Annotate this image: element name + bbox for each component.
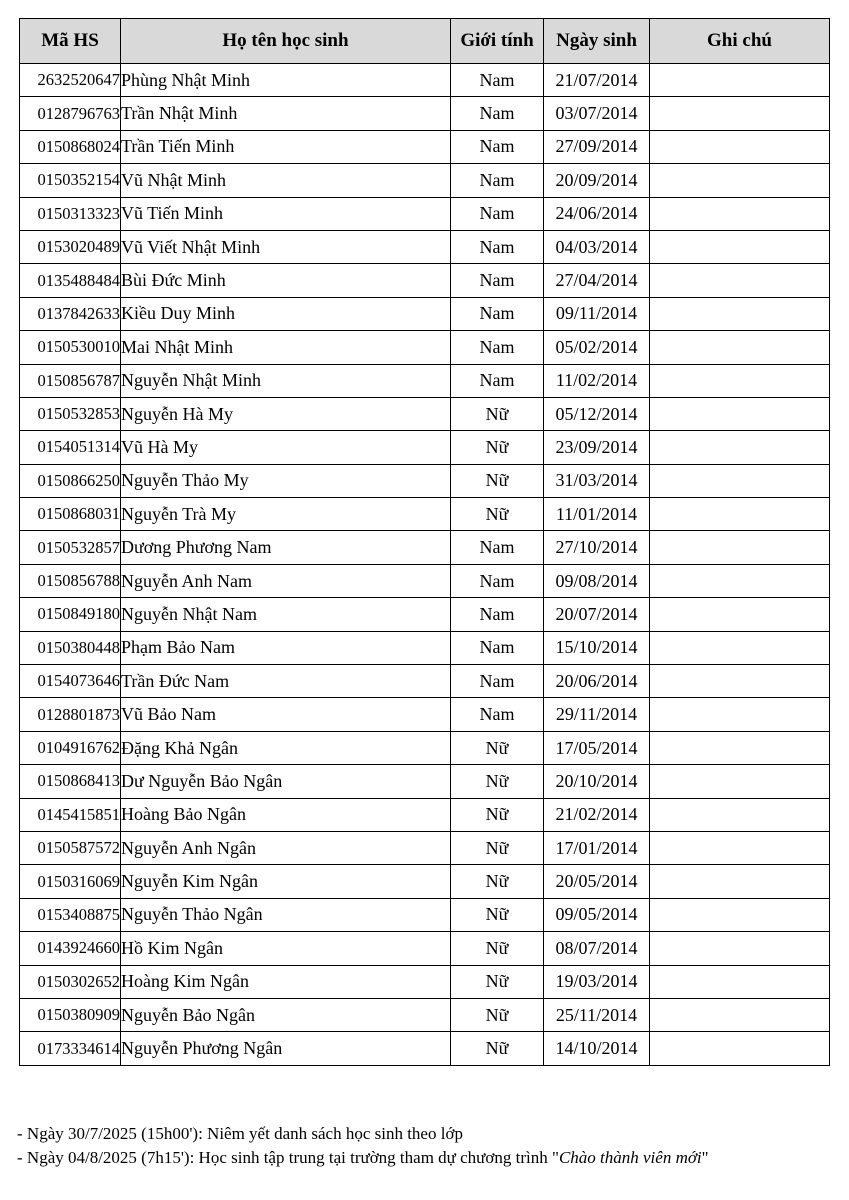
table-row [20, 164, 830, 197]
note-cell [650, 932, 830, 965]
student-name-cell: Nguyễn Anh Ngân [121, 831, 451, 864]
table-row [20, 998, 830, 1031]
date-of-birth-cell: 27/10/2014 [544, 531, 650, 564]
gender-cell: Nam [451, 564, 544, 597]
gender-cell: Nữ [451, 831, 544, 864]
student-name-cell: Nguyễn Anh Nam [121, 564, 451, 597]
student-name-cell: Dư Nguyễn Bảo Ngân [121, 765, 451, 798]
header-gender: Giới tính [451, 19, 544, 64]
student-name-cell: Bùi Đức Minh [121, 264, 451, 297]
gender-cell: Nữ [451, 932, 544, 965]
gender-cell: Nữ [451, 731, 544, 764]
table-row [20, 297, 830, 330]
student-name-cell: Vũ Hà My [121, 431, 451, 464]
student-name-cell: Vũ Bảo Nam [121, 698, 451, 731]
student-name-cell: Nguyễn Kim Ngân [121, 865, 451, 898]
student-id-cell: 0150530010 [20, 331, 121, 364]
student-id-cell: 0150856788 [20, 564, 121, 597]
note-cell [650, 164, 830, 197]
gender-cell: Nữ [451, 431, 544, 464]
student-id-cell: 0150587572 [20, 831, 121, 864]
gender-cell: Nữ [451, 498, 544, 531]
student-id-cell: 0150352154 [20, 164, 121, 197]
note-cell [650, 865, 830, 898]
note-cell [650, 464, 830, 497]
gender-cell: Nam [451, 230, 544, 263]
note-cell [650, 331, 830, 364]
gender-cell: Nam [451, 130, 544, 163]
note-cell [650, 698, 830, 731]
header-note: Ghi chú [650, 19, 830, 64]
date-of-birth-cell: 09/05/2014 [544, 898, 650, 931]
student-id-cell: 0150849180 [20, 598, 121, 631]
table-row [20, 197, 830, 230]
date-of-birth-cell: 23/09/2014 [544, 431, 650, 464]
student-id-cell: 0104916762 [20, 731, 121, 764]
gender-cell: Nữ [451, 765, 544, 798]
date-of-birth-cell: 24/06/2014 [544, 197, 650, 230]
date-of-birth-cell: 21/07/2014 [544, 64, 650, 97]
note-cell [650, 431, 830, 464]
student-id-cell: 0150866250 [20, 464, 121, 497]
table-row [20, 865, 830, 898]
student-id-cell: 0137842633 [20, 297, 121, 330]
table-row [20, 665, 830, 698]
gender-cell: Nam [451, 331, 544, 364]
table-row [20, 598, 830, 631]
note-cell [650, 998, 830, 1031]
student-name-cell: Nguyễn Nhật Nam [121, 598, 451, 631]
student-name-cell: Trần Tiến Minh [121, 130, 451, 163]
gender-cell: Nữ [451, 898, 544, 931]
student-id-cell: 0153408875 [20, 898, 121, 931]
gender-cell: Nữ [451, 865, 544, 898]
date-of-birth-cell: 11/02/2014 [544, 364, 650, 397]
student-id-cell: 0154073646 [20, 665, 121, 698]
gender-cell: Nữ [451, 397, 544, 430]
date-of-birth-cell: 19/03/2014 [544, 965, 650, 998]
date-of-birth-cell: 17/01/2014 [544, 831, 650, 864]
student-name-cell: Phạm Bảo Nam [121, 631, 451, 664]
date-of-birth-cell: 20/05/2014 [544, 865, 650, 898]
student-roster-table [19, 18, 830, 1066]
table-row [20, 97, 830, 130]
student-id-cell: 0143924660 [20, 932, 121, 965]
gender-cell: Nữ [451, 464, 544, 497]
gender-cell: Nữ [451, 965, 544, 998]
note-line-1: - Ngày 30/7/2025 (15h00'): Niêm yết danh sách học sinh theo lớp [17, 1124, 463, 1143]
note-cell [650, 64, 830, 97]
student-name-cell: Nguyễn Phương Ngân [121, 1032, 451, 1065]
note-line-2-emphasis: Chào thành viên mới [558, 1148, 702, 1167]
note-cell [650, 130, 830, 163]
student-id-cell: 0150532853 [20, 397, 121, 430]
table-row [20, 798, 830, 831]
date-of-birth-cell: 20/07/2014 [544, 598, 650, 631]
gender-cell: Nam [451, 197, 544, 230]
gender-cell: Nam [451, 665, 544, 698]
student-id-cell: 0145415851 [20, 798, 121, 831]
table-row [20, 531, 830, 564]
student-id-cell: 0150316069 [20, 865, 121, 898]
student-id-cell: 0150868031 [20, 498, 121, 531]
gender-cell: Nam [451, 64, 544, 97]
date-of-birth-cell: 20/09/2014 [544, 164, 650, 197]
date-of-birth-cell: 05/02/2014 [544, 331, 650, 364]
header-date-of-birth: Ngày sinh [544, 19, 650, 64]
date-of-birth-cell: 05/12/2014 [544, 397, 650, 430]
note-cell [650, 397, 830, 430]
gender-cell: Nam [451, 598, 544, 631]
table-body [20, 64, 830, 1066]
student-id-cell: 0135488484 [20, 264, 121, 297]
header-student-id: Mã HS [20, 19, 121, 64]
date-of-birth-cell: 20/06/2014 [544, 665, 650, 698]
note-cell [650, 831, 830, 864]
header-student-name: Họ tên học sinh [121, 19, 451, 64]
student-name-cell: Vũ Tiến Minh [121, 197, 451, 230]
date-of-birth-cell: 08/07/2014 [544, 932, 650, 965]
date-of-birth-cell: 27/09/2014 [544, 130, 650, 163]
note-cell [650, 297, 830, 330]
student-id-cell: 0150380909 [20, 998, 121, 1031]
table-row [20, 498, 830, 531]
note-line-2-prefix: - Ngày 04/8/2025 (7h15'): Học sinh tập trung tại trường tham dự chương trình " [17, 1148, 559, 1167]
date-of-birth-cell: 04/03/2014 [544, 230, 650, 263]
student-name-cell: Mai Nhật Minh [121, 331, 451, 364]
table-row [20, 932, 830, 965]
note-cell [650, 765, 830, 798]
student-name-cell: Hoàng Kim Ngân [121, 965, 451, 998]
table-row [20, 564, 830, 597]
gender-cell: Nam [451, 364, 544, 397]
note-cell [650, 531, 830, 564]
table-row [20, 898, 830, 931]
student-name-cell: Nguyễn Thảo My [121, 464, 451, 497]
table-row [20, 831, 830, 864]
student-id-cell: 0150532857 [20, 531, 121, 564]
student-name-cell: Nguyễn Nhật Minh [121, 364, 451, 397]
student-name-cell: Hồ Kim Ngân [121, 932, 451, 965]
student-name-cell: Trần Nhật Minh [121, 97, 451, 130]
note-cell [650, 965, 830, 998]
table-row [20, 130, 830, 163]
student-id-cell: 0150856787 [20, 364, 121, 397]
date-of-birth-cell: 21/02/2014 [544, 798, 650, 831]
gender-cell: Nam [451, 164, 544, 197]
note-cell [650, 631, 830, 664]
table-row [20, 698, 830, 731]
gender-cell: Nam [451, 97, 544, 130]
note-cell [650, 898, 830, 931]
table-row [20, 765, 830, 798]
table-row [20, 364, 830, 397]
date-of-birth-cell: 29/11/2014 [544, 698, 650, 731]
gender-cell: Nam [451, 297, 544, 330]
student-name-cell: Nguyễn Hà My [121, 397, 451, 430]
date-of-birth-cell: 09/11/2014 [544, 297, 650, 330]
gender-cell: Nam [451, 698, 544, 731]
date-of-birth-cell: 15/10/2014 [544, 631, 650, 664]
student-id-cell: 0150868413 [20, 765, 121, 798]
student-id-cell: 2632520647 [20, 64, 121, 97]
student-name-cell: Phùng Nhật Minh [121, 64, 451, 97]
table-row [20, 731, 830, 764]
student-name-cell: Nguyễn Thảo Ngân [121, 898, 451, 931]
table-row [20, 464, 830, 497]
note-cell [650, 598, 830, 631]
student-id-cell: 0173334614 [20, 1032, 121, 1065]
note-cell [650, 1032, 830, 1065]
date-of-birth-cell: 17/05/2014 [544, 731, 650, 764]
student-name-cell: Nguyễn Bảo Ngân [121, 998, 451, 1031]
student-name-cell: Đặng Khả Ngân [121, 731, 451, 764]
gender-cell: Nữ [451, 1032, 544, 1065]
note-cell [650, 564, 830, 597]
date-of-birth-cell: 31/03/2014 [544, 464, 650, 497]
date-of-birth-cell: 11/01/2014 [544, 498, 650, 531]
note-cell [650, 197, 830, 230]
table-row [20, 397, 830, 430]
table-row [20, 1032, 830, 1065]
table-row [20, 431, 830, 464]
gender-cell: Nam [451, 631, 544, 664]
note-cell [650, 230, 830, 263]
table-row [20, 331, 830, 364]
table-row [20, 965, 830, 998]
student-name-cell: Hoàng Bảo Ngân [121, 798, 451, 831]
student-id-cell: 0150868024 [20, 130, 121, 163]
gender-cell: Nam [451, 264, 544, 297]
student-id-cell: 0150313323 [20, 197, 121, 230]
notes-section [17, 1122, 709, 1170]
student-name-cell: Nguyễn Trà My [121, 498, 451, 531]
student-name-cell: Kiều Duy Minh [121, 297, 451, 330]
note-cell [650, 364, 830, 397]
gender-cell: Nữ [451, 998, 544, 1031]
note-cell [650, 665, 830, 698]
note-cell [650, 731, 830, 764]
note-cell [650, 264, 830, 297]
gender-cell: Nam [451, 531, 544, 564]
date-of-birth-cell: 03/07/2014 [544, 97, 650, 130]
note-line-2-suffix: " [701, 1148, 709, 1167]
student-name-cell: Vũ Viết Nhật Minh [121, 230, 451, 263]
student-id-cell: 0153020489 [20, 230, 121, 263]
student-id-cell: 0150302652 [20, 965, 121, 998]
table-row [20, 631, 830, 664]
student-id-cell: 0128801873 [20, 698, 121, 731]
student-id-cell: 0154051314 [20, 431, 121, 464]
date-of-birth-cell: 14/10/2014 [544, 1032, 650, 1065]
table-row [20, 264, 830, 297]
table-header-row [20, 19, 830, 64]
student-id-cell: 0128796763 [20, 97, 121, 130]
student-name-cell: Vũ Nhật Minh [121, 164, 451, 197]
table-row [20, 230, 830, 263]
note-cell [650, 798, 830, 831]
note-line-2 [17, 1146, 709, 1170]
student-name-cell: Dương Phương Nam [121, 531, 451, 564]
date-of-birth-cell: 20/10/2014 [544, 765, 650, 798]
date-of-birth-cell: 25/11/2014 [544, 998, 650, 1031]
gender-cell: Nữ [451, 798, 544, 831]
note-cell [650, 498, 830, 531]
date-of-birth-cell: 09/08/2014 [544, 564, 650, 597]
date-of-birth-cell: 27/04/2014 [544, 264, 650, 297]
table-row [20, 64, 830, 97]
note-cell [650, 97, 830, 130]
student-id-cell: 0150380448 [20, 631, 121, 664]
student-name-cell: Trần Đức Nam [121, 665, 451, 698]
